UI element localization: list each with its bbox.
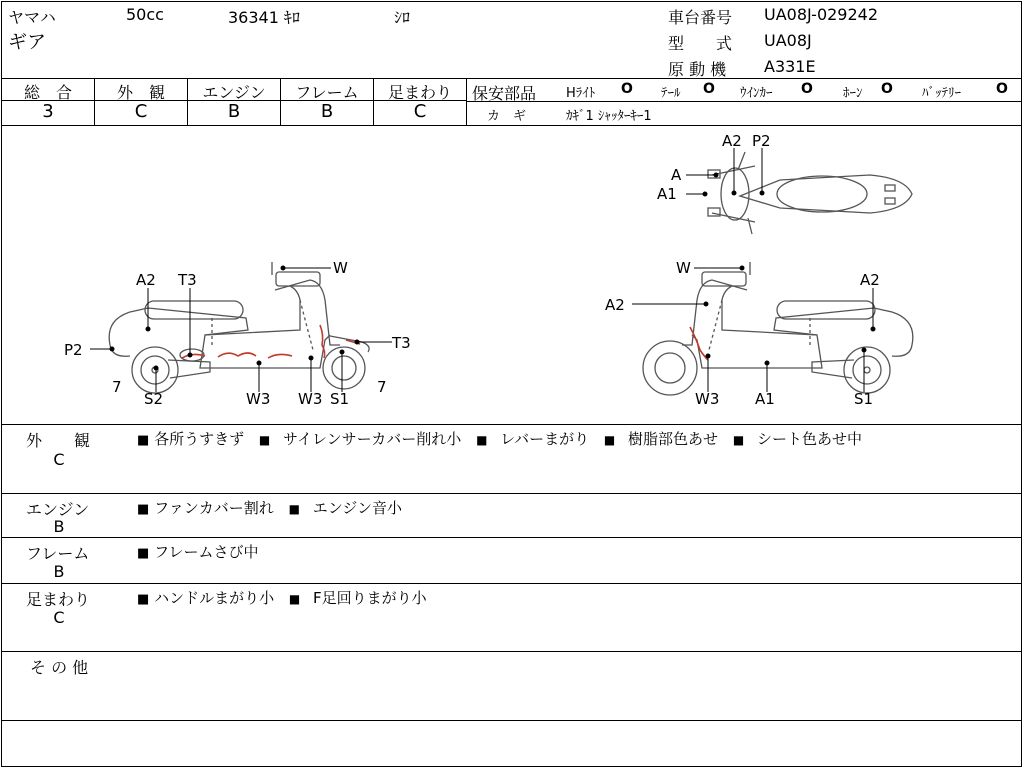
label-w: W [676, 259, 691, 277]
section-title-suspension: 足まわり [26, 590, 91, 609]
section-rule [1, 493, 1022, 494]
model-name: ギア [8, 31, 47, 53]
bullet: ■ [137, 592, 150, 607]
section-title-exterior: 外 観 [26, 431, 91, 450]
note: ファンカバー割れ [154, 499, 274, 517]
rear-body-outline [109, 308, 330, 368]
label-a: A [671, 166, 682, 184]
note: ハンドルまがり小 [154, 589, 275, 607]
diagram-labels [64, 132, 880, 408]
label-a2: A2 [605, 296, 625, 314]
label-w3: W3 [695, 390, 720, 408]
type-value: UA08J [764, 31, 812, 50]
safety-mark-winker: O [801, 81, 813, 97]
callouts [90, 148, 875, 392]
note: サイレンサーカバー削れ小 [283, 430, 462, 448]
top-view [708, 152, 912, 234]
label-s1: S1 [330, 390, 350, 408]
section-rule [1, 651, 1022, 652]
note: 樹脂部色あせ [628, 430, 719, 448]
section-grade-suspension: C [53, 608, 65, 627]
grade-value-engine: B [227, 101, 241, 122]
safety-mark-headlight: O [621, 81, 633, 97]
displacement: 50cc [126, 5, 164, 24]
bullet: ■ [137, 546, 150, 561]
grade-value-exterior: C [134, 101, 148, 122]
grade-value-overall: 3 [42, 101, 54, 122]
grade-label-exterior: 外 観 [116, 83, 165, 102]
chassis-label: 車台番号 [668, 8, 733, 27]
notes-frame [137, 541, 258, 562]
safety-divider-rule [467, 101, 1022, 102]
bullet: ■ [258, 433, 271, 447]
note: 各所うすきず [154, 430, 245, 448]
key-value: ｶｷﾞ1 ｼｬｯﾀｰｷｰ1 [566, 109, 652, 124]
section-title-other: そ の 他 [30, 658, 89, 677]
damage-mark [218, 353, 256, 357]
safety-mark-taillight: O [703, 81, 715, 97]
type-label: 型 式 [668, 34, 733, 53]
bullet: ■ [732, 433, 745, 447]
engine-value: A331E [764, 57, 816, 76]
chassis-value: UA08J-029242 [764, 5, 879, 24]
section-grade-exterior: C [53, 450, 65, 469]
label-p2: P2 [752, 132, 771, 150]
section-rule [1, 537, 1022, 538]
note: フレームさび中 [154, 543, 259, 561]
grade-value-suspension: C [413, 101, 427, 122]
grade-label-overall: 総 合 [23, 83, 72, 102]
key-label: カ ギ [487, 109, 527, 124]
label-a2: A2 [860, 271, 880, 289]
safety-title: 保安部品 [472, 84, 537, 103]
label-s1: S1 [854, 390, 874, 408]
grade-value-frame: B [320, 101, 334, 122]
mileage: 36341 ｷﾛ [228, 8, 300, 27]
note: F足回りまがり小 [313, 589, 427, 607]
bullet: ■ [137, 433, 150, 448]
safety-item-taillight: ﾃｰﾙ [661, 86, 681, 101]
label-w3: W3 [246, 390, 271, 408]
note: シート色あせ中 [756, 430, 862, 448]
notes-suspension [137, 587, 427, 608]
label-s2: S2 [144, 390, 164, 408]
note: エンジン音小 [312, 499, 402, 517]
note: レバーまがり [500, 430, 590, 448]
section-title-frame: フレーム [26, 544, 90, 563]
label-7: 7 [377, 378, 387, 396]
scooter-diagram [0, 126, 1022, 424]
label-w3: W3 [298, 390, 323, 408]
damage-marks [182, 325, 708, 360]
label-a2: A2 [136, 271, 156, 289]
label-w: W [333, 259, 348, 277]
damage-mark [268, 354, 292, 358]
label-a2: A2 [722, 132, 742, 150]
bullet: ■ [288, 502, 300, 516]
notes-exterior [137, 428, 862, 449]
body-color: ｼﾛ [394, 8, 411, 27]
bullet: ■ [476, 433, 488, 447]
label-a1: A1 [755, 390, 775, 408]
section-rule [1, 720, 1022, 721]
section-title-engine: エンジン [26, 500, 90, 519]
grade-label-engine: エンジン [202, 83, 266, 102]
engine-label: 原 動 機 [668, 60, 727, 79]
section-grade-frame: B [53, 562, 65, 581]
diagram-bottom-rule [1, 424, 1022, 425]
safety-item-horn: ﾎｰﾝ [843, 86, 863, 101]
section-rule [1, 583, 1022, 584]
grade-label-suspension: 足まわり [387, 83, 452, 102]
label-p2: P2 [64, 341, 83, 359]
grade-col-divider [466, 78, 467, 125]
bullet: ■ [137, 502, 150, 517]
bullet: ■ [288, 592, 301, 606]
section-grade-engine: B [53, 517, 65, 536]
safety-item-headlight: Hﾗｲﾄ [566, 86, 596, 101]
notes-engine [137, 497, 402, 518]
floor-outline [205, 286, 300, 335]
bullet: ■ [603, 433, 616, 447]
label-t3: T3 [178, 271, 197, 289]
grade-label-frame: フレーム [295, 83, 359, 102]
label-7: 7 [112, 378, 122, 396]
grade-row-top-rule [1, 78, 1022, 79]
safety-item-winker: ｳｲﾝｶｰ [740, 86, 773, 101]
safety-item-battery: ﾊﾞｯﾃﾘｰ [922, 86, 961, 101]
safety-mark-battery: O [996, 81, 1008, 97]
label-a1: A1 [657, 185, 677, 203]
maker: ヤマハ [8, 8, 56, 27]
safety-mark-horn: O [881, 81, 893, 97]
label-t3: T3 [392, 334, 411, 352]
